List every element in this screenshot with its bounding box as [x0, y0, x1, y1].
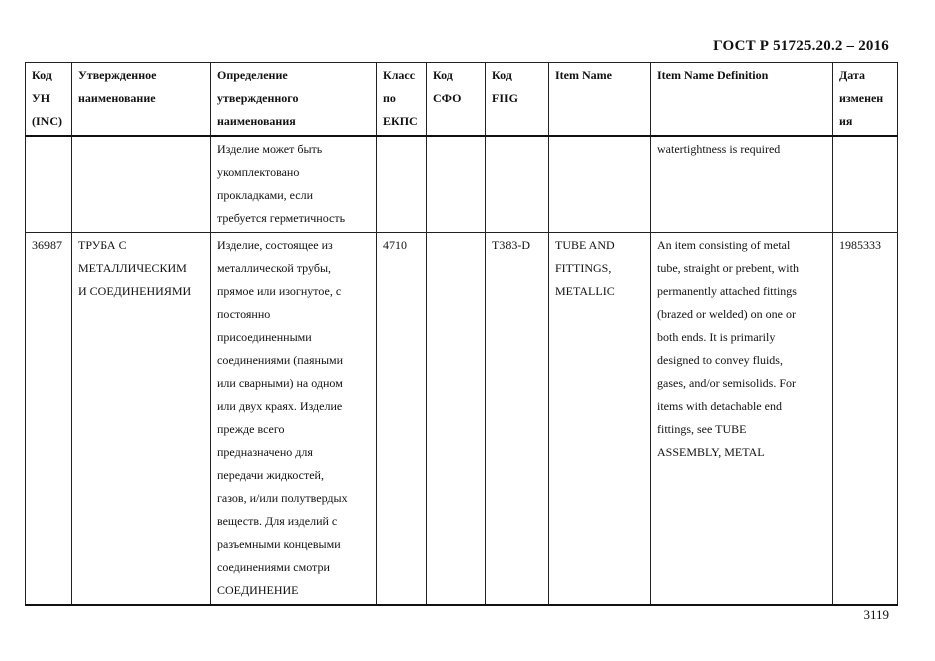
column-header-sfo-code: Код СФО: [427, 63, 486, 137]
column-header-ekps-class: Класс по ЕКПС: [377, 63, 427, 137]
cell-definition: Изделие может быть укомплектовано прокладками, если требуется герметичность: [211, 136, 377, 233]
cell-fiig-code: [486, 136, 549, 233]
cell-item-name: [549, 136, 651, 233]
column-header-inc: Код УН (INC): [26, 63, 72, 137]
cell-inc: 36987: [26, 233, 72, 606]
column-header-item-name-definition: Item Name Definition: [651, 63, 833, 137]
column-header-fiig-code: Код FIIG: [486, 63, 549, 137]
table-row: [26, 136, 898, 233]
cell-ekps-class: [377, 136, 427, 233]
cell-item-name: TUBE AND FITTINGS, METALLIC: [549, 233, 651, 606]
document-standard-header: ГОСТ Р 51725.20.2 – 2016: [713, 38, 889, 54]
cell-fiig-code: T383-D: [486, 233, 549, 606]
cell-approved-name: [72, 136, 211, 233]
cell-sfo-code: [427, 233, 486, 606]
item-name-table: [25, 62, 898, 606]
cell-definition: Изделие, состоящее из металлической трубы, прямое или изогнутое, с постоянно присоединенными соединениями (паяными или сварными) на одном или двух краях. Изделие прежде всего предназначено для передачи жидкостей, газов, и/или полутвердых веществ. Для изделий с разъемными концевыми соединениями смотри СОЕДИНЕНИЕ: [211, 233, 377, 606]
cell-change-date: [833, 136, 898, 233]
column-header-change-date: Дата изменен ия: [833, 63, 898, 137]
cell-sfo-code: [427, 136, 486, 233]
cell-item-name-definition: An item consisting of metal tube, straight or prebent, with permanently attached fittings (brazed or welded) on one or both ends. It is primarily designed to convey fluids, gases, and/or semisolids. For items with detachable end fittings, see TUBE ASSEMBLY, METAL: [651, 233, 833, 606]
page-number: 3119: [863, 607, 889, 622]
column-header-definition: Определение утвержденного наименования: [211, 63, 377, 137]
cell-item-name-definition: watertightness is required: [651, 136, 833, 233]
column-header-item-name: Item Name: [549, 63, 651, 137]
cell-approved-name: ТРУБА С МЕТАЛЛИЧЕСКИМ И СОЕДИНЕНИЯМИ: [72, 233, 211, 606]
table-row: [26, 233, 898, 606]
table-header-row: [26, 63, 898, 137]
column-header-approved-name: Утвержденное наименование: [72, 63, 211, 137]
cell-ekps-class: 4710: [377, 233, 427, 606]
cell-change-date: 1985333: [833, 233, 898, 606]
cell-inc: [26, 136, 72, 233]
